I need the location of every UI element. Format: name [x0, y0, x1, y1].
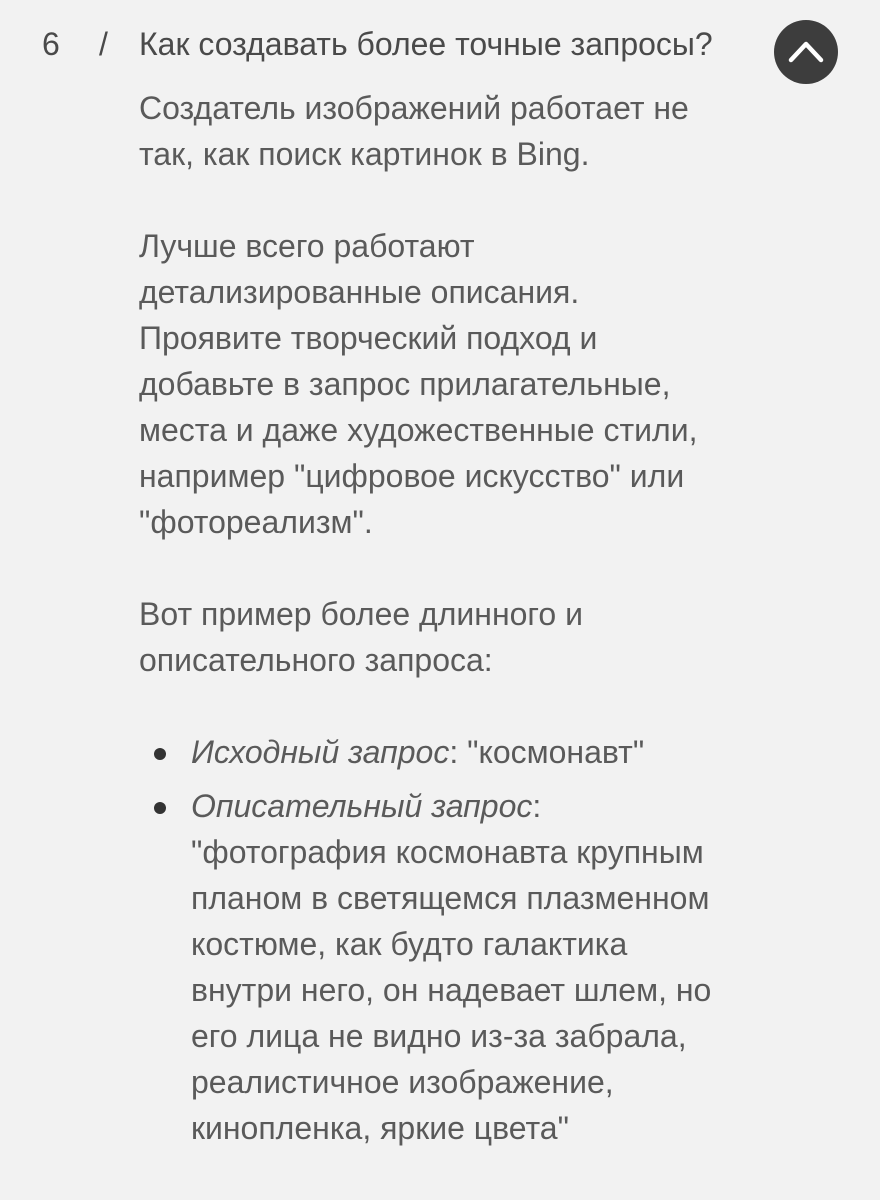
answer-line: Проявите творческий подход и [139, 320, 598, 356]
answer-line: добавьте в запрос прилагательные, [139, 366, 671, 402]
answer-paragraph-3 [139, 591, 839, 683]
example-colon: : [532, 788, 542, 824]
answer-line: так, как поиск картинок в Bing. [139, 136, 590, 172]
question-separator: / [99, 26, 108, 62]
answer-paragraph-2 [139, 223, 839, 545]
example-line: "фотография космонавта крупным [191, 834, 704, 870]
answer-line: Создатель изображений работает не [139, 90, 689, 126]
answer-line: Вот пример более длинного и [139, 596, 583, 632]
example-line: кинопленка, яркие цвета" [191, 1110, 569, 1146]
list-item [139, 729, 839, 775]
answer-line: места и даже художественные стили, [139, 412, 698, 448]
example-line: внутри него, он надевает шлем, но [191, 972, 712, 1008]
faq-answer [139, 85, 839, 1151]
example-line: реалистичное изображение, [191, 1064, 614, 1100]
answer-line: Лучше всего работают [139, 228, 475, 264]
collapse-button[interactable] [774, 20, 838, 84]
paragraph-gap [139, 177, 839, 223]
list-item [139, 783, 839, 1151]
example-line: костюме, как будто галактика [191, 926, 628, 962]
question-number: 6 [42, 26, 60, 62]
bullet-icon [154, 802, 166, 814]
example-colon: : [449, 734, 459, 770]
question-title[interactable]: Как создавать более точные запросы? [139, 26, 713, 62]
answer-line: описательного запроса: [139, 642, 493, 678]
example-text: "космонавт" [458, 734, 645, 770]
paragraph-gap [139, 683, 839, 729]
example-list [139, 729, 839, 1151]
answer-paragraph-1 [139, 85, 839, 177]
example-term: Исходный запрос [191, 734, 450, 770]
chevron-up-icon [774, 20, 838, 84]
paragraph-gap [139, 545, 839, 591]
example-line: его лица не видно из-за забрала, [191, 1018, 687, 1054]
answer-line: например "цифровое искусство" или [139, 458, 685, 494]
answer-line: детализированные описания. [139, 274, 580, 310]
bullet-icon [154, 748, 166, 760]
example-term: Описательный запрос [191, 788, 533, 824]
example-line: планом в светящемся плазменном [191, 880, 710, 916]
faq-question-row[interactable] [0, 20, 880, 80]
answer-line: "фотореализм". [139, 504, 373, 540]
